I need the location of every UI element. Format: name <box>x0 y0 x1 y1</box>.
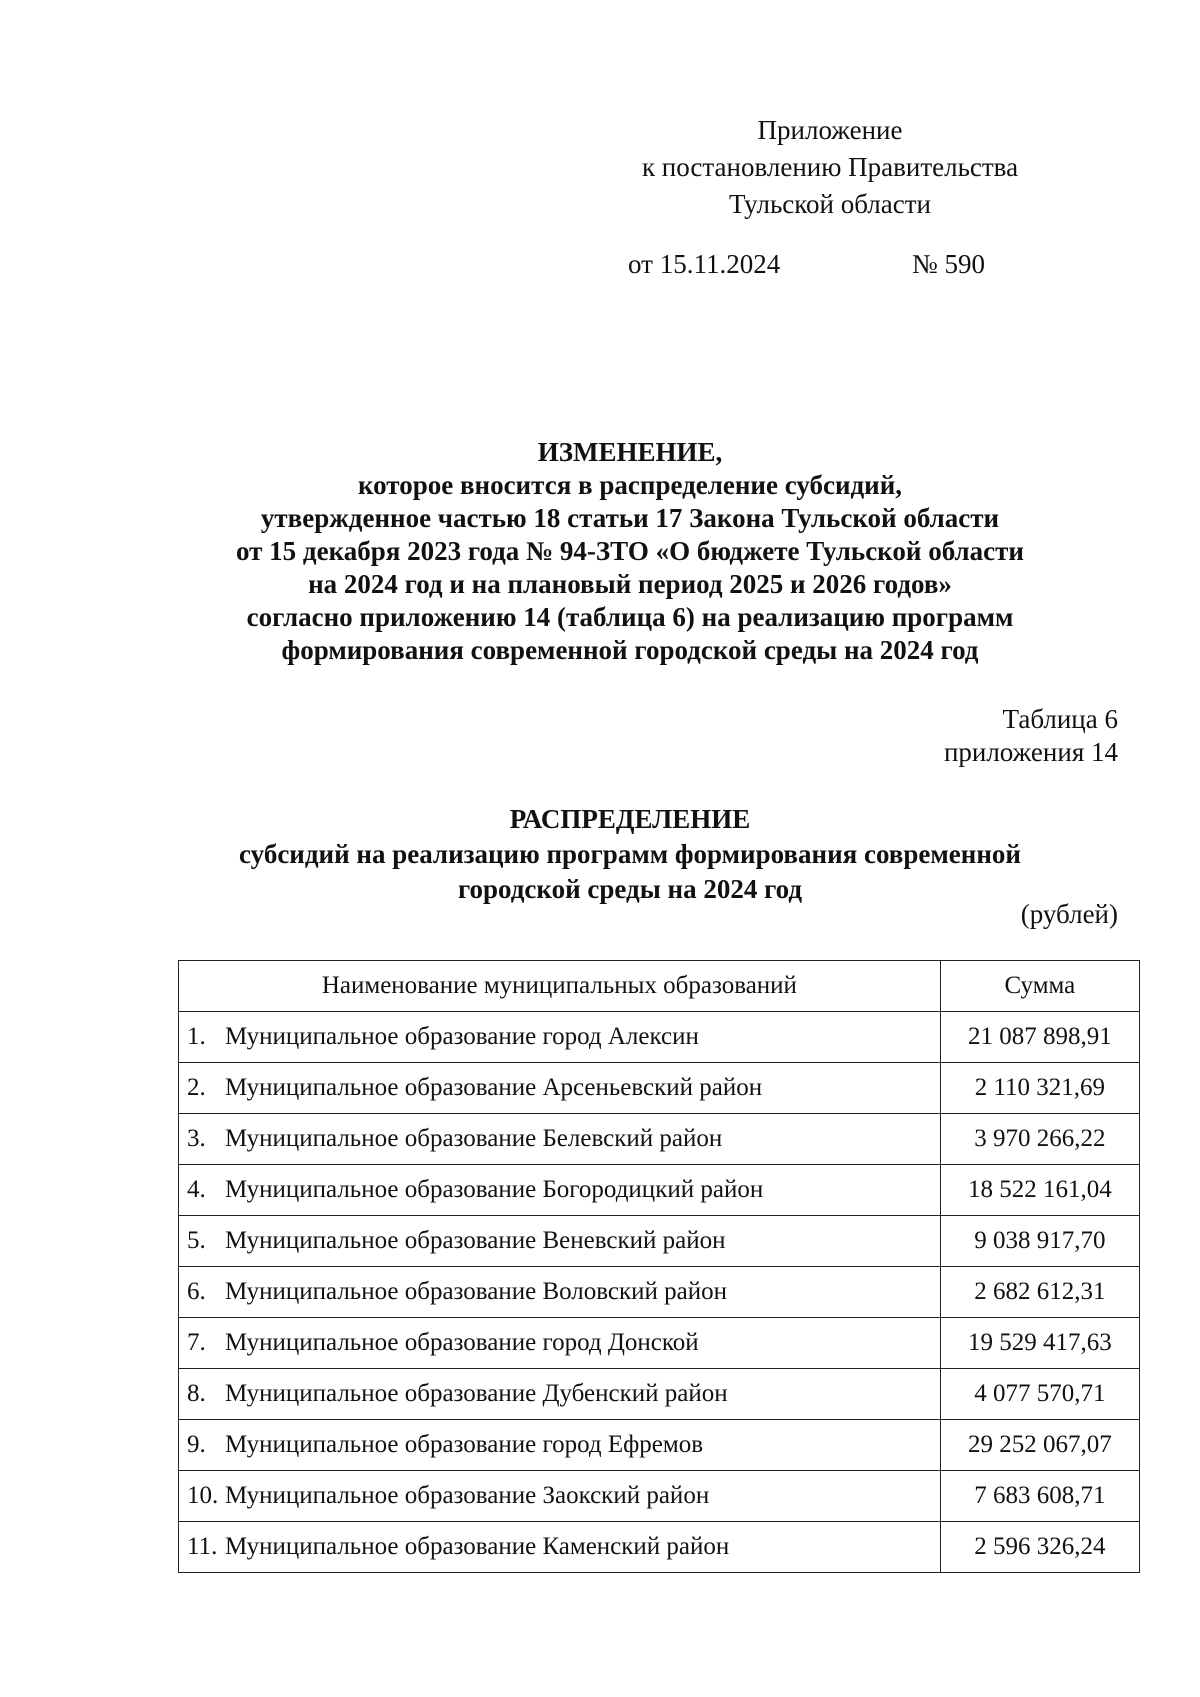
municipality-cell <box>179 1114 941 1165</box>
title-line: согласно приложению 14 (таблица 6) на реализацию программ <box>246 602 1014 632</box>
sum-cell: 29 252 067,07 <box>940 1420 1139 1471</box>
municipality-name: Муниципальное образование Веневский район <box>225 1227 726 1254</box>
title-line: которое вносится в распределение субсидий, <box>357 470 903 500</box>
table-row <box>179 1318 1140 1369</box>
order-date: от 15.11.2024 <box>628 249 781 279</box>
municipality-name: Муниципальное образование город Алексин <box>225 1023 699 1050</box>
row-number: 10. <box>187 1482 219 1509</box>
appendix-line: к постановлению Правительства <box>641 152 1019 182</box>
sum-cell: 18 522 161,04 <box>940 1165 1139 1216</box>
sum-cell: 2 682 612,31 <box>940 1267 1139 1318</box>
header-name: Наименование муниципальных образований <box>179 961 941 1012</box>
row-number: 7. <box>187 1329 206 1356</box>
title-line: формирования современной городской среды на 2024 год <box>281 635 979 665</box>
municipality-cell <box>179 1420 941 1471</box>
sum-cell: 2 596 326,24 <box>940 1522 1139 1573</box>
sum-cell: 3 970 266,22 <box>940 1114 1139 1165</box>
table-caption-line: приложения 14 <box>943 737 1118 767</box>
row-number: 3. <box>187 1125 206 1152</box>
municipality-name: Муниципальное образование Воловский район <box>225 1278 728 1305</box>
distribution-subtitle: городской среды на 2024 год <box>457 874 803 904</box>
table-row <box>179 1012 1140 1063</box>
row-number: 11. <box>187 1533 218 1560</box>
table-row <box>179 1063 1140 1114</box>
table-row <box>179 1114 1140 1165</box>
municipality-cell <box>179 1063 941 1114</box>
row-number: 1. <box>187 1023 206 1050</box>
row-number: 5. <box>187 1227 206 1254</box>
table-header-row <box>179 961 1140 1012</box>
municipality-cell <box>179 1471 941 1522</box>
sum-cell: 4 077 570,71 <box>940 1369 1139 1420</box>
municipality-name: Муниципальное образование Дубенский район <box>225 1380 728 1407</box>
order-number: № 590 <box>912 249 986 279</box>
row-number: 2. <box>187 1074 206 1101</box>
municipality-cell <box>179 1012 941 1063</box>
unit-note: (рублей) <box>1020 899 1118 929</box>
table-row <box>179 1420 1140 1471</box>
table-caption-line: Таблица 6 <box>1002 704 1118 734</box>
municipality-name: Муниципальное образование город Донской <box>225 1329 699 1356</box>
municipality-name: Муниципальное образование город Ефремов <box>225 1431 704 1458</box>
table-row <box>179 1216 1140 1267</box>
municipality-cell <box>179 1267 941 1318</box>
table-row <box>179 1267 1140 1318</box>
table-row <box>179 1165 1140 1216</box>
sum-cell: 21 087 898,91 <box>940 1012 1139 1063</box>
sum-cell: 2 110 321,69 <box>940 1063 1139 1114</box>
row-number: 4. <box>187 1176 206 1203</box>
document-title <box>130 436 1130 667</box>
municipality-name: Муниципальное образование Заокский район <box>225 1482 710 1509</box>
title-line: на 2024 год и на плановый период 2025 и 2026 годов» <box>308 569 952 599</box>
municipality-name: Муниципальное образование Арсеньевский район <box>225 1074 763 1101</box>
title-heading: ИЗМЕНЕНИЕ, <box>537 437 723 467</box>
table-row <box>179 1522 1140 1573</box>
table-caption <box>944 703 1118 769</box>
header-sum: Сумма <box>940 961 1139 1012</box>
title-line: от 15 декабря 2023 года № 94-ЗТО «О бюджете Тульской области <box>236 536 1024 566</box>
row-number: 6. <box>187 1278 206 1305</box>
distribution-heading <box>130 802 1130 907</box>
appendix-line: Тульской области <box>729 189 931 219</box>
title-line: утвержденное частью 18 статьи 17 Закона Тульской области <box>260 503 1000 533</box>
sum-cell: 19 529 417,63 <box>940 1318 1139 1369</box>
municipality-cell <box>179 1216 941 1267</box>
table-row <box>179 1471 1140 1522</box>
municipality-cell <box>179 1165 941 1216</box>
sum-cell: 7 683 608,71 <box>940 1471 1139 1522</box>
distribution-subtitle: субсидий на реализацию программ формирования современной <box>239 839 1021 869</box>
municipality-cell <box>179 1522 941 1573</box>
table-row <box>179 1369 1140 1420</box>
municipality-name: Муниципальное образование Богородицкий район <box>225 1176 764 1203</box>
municipality-name: Муниципальное образование Белевский район <box>225 1125 723 1152</box>
distribution-table <box>178 960 1140 1573</box>
municipality-name: Муниципальное образование Каменский район <box>225 1533 730 1560</box>
municipality-cell <box>179 1369 941 1420</box>
distribution-title: РАСПРЕДЕЛЕНИЕ <box>509 804 751 834</box>
appendix-line: Приложение <box>757 115 903 145</box>
row-number: 8. <box>187 1380 206 1407</box>
appendix-note <box>560 112 1100 223</box>
sum-cell: 9 038 917,70 <box>940 1216 1139 1267</box>
row-number: 9. <box>187 1431 206 1458</box>
municipality-cell <box>179 1318 941 1369</box>
